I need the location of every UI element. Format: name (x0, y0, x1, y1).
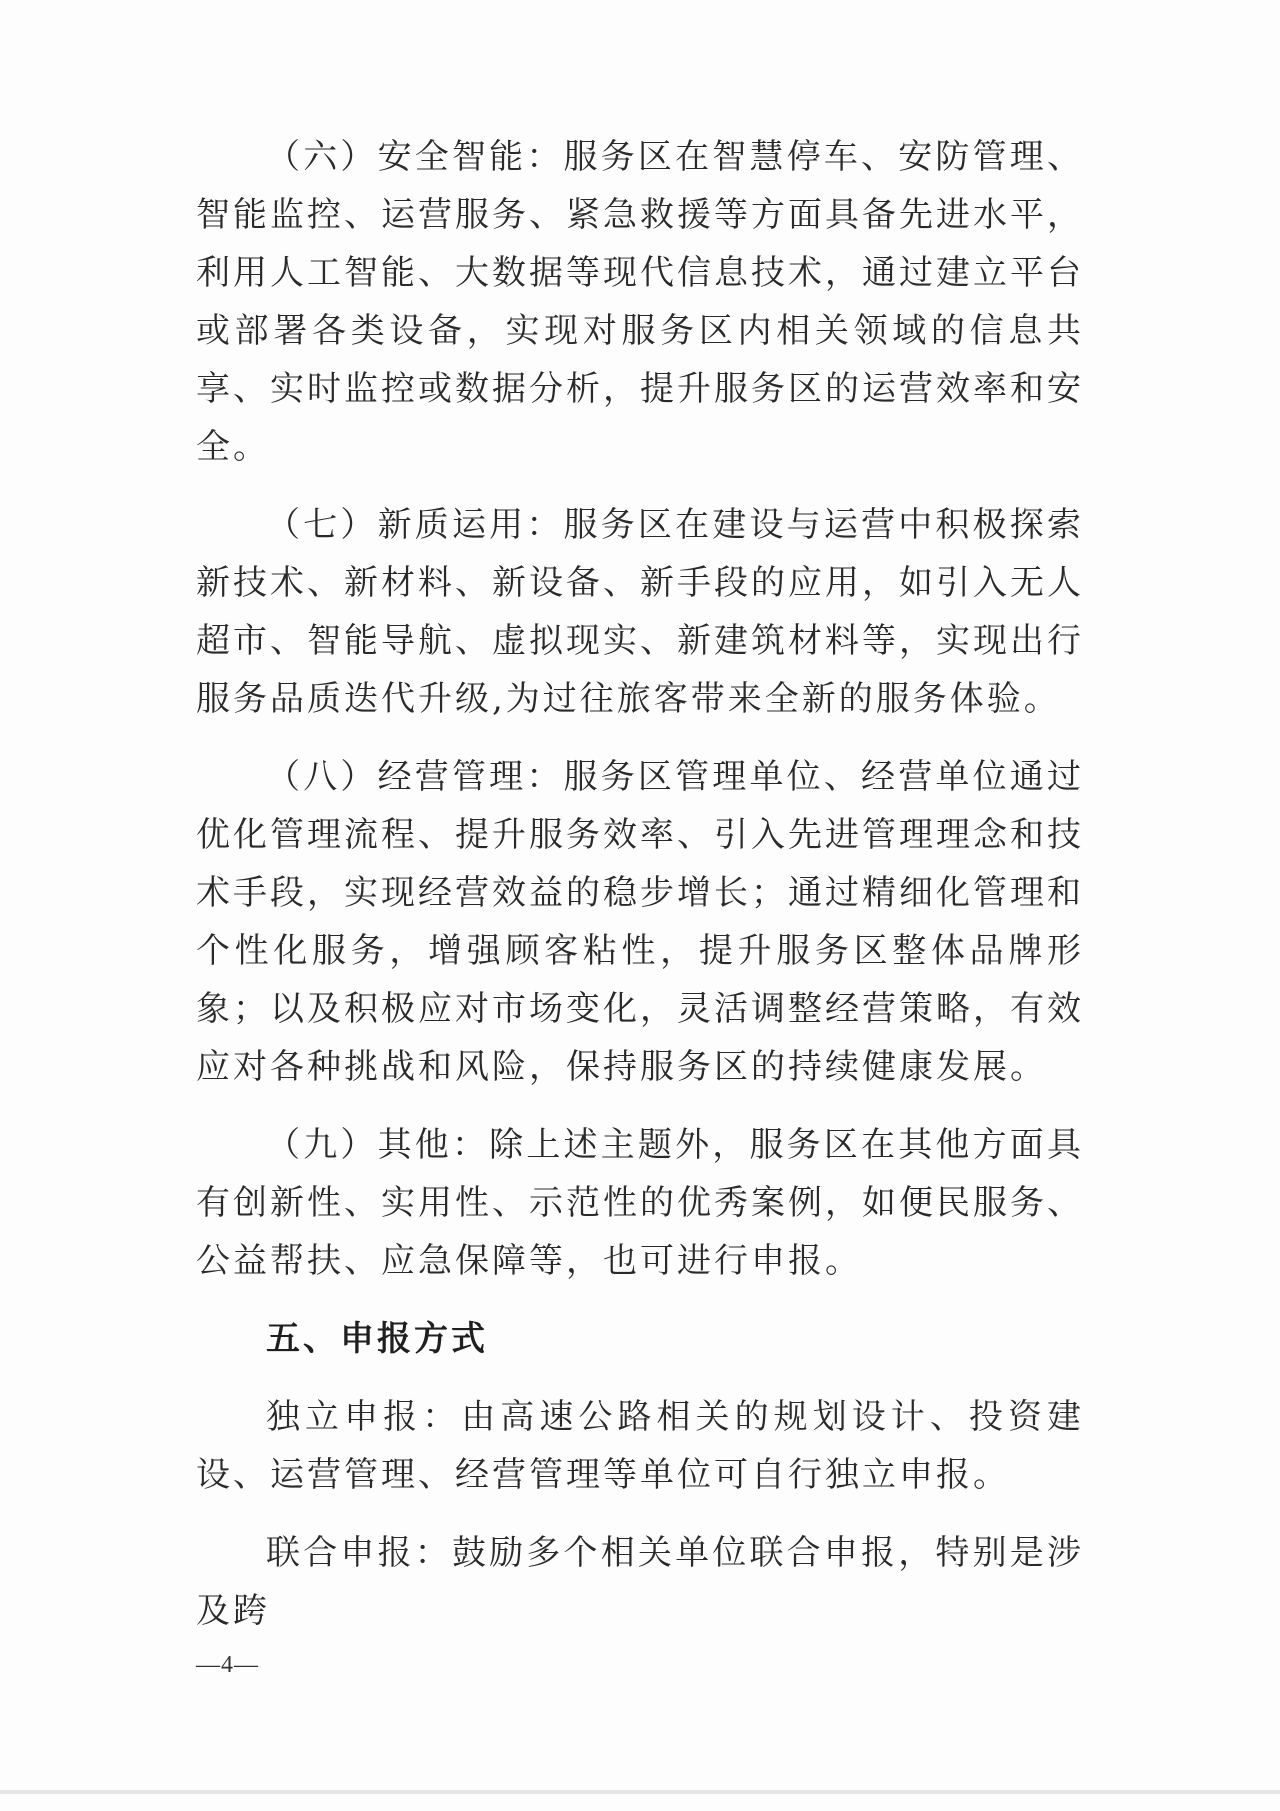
page-bottom-edge (0, 1790, 1280, 1794)
document-body (196, 128, 1084, 1660)
paragraph-safety-intelligence: （六）安全智能：服务区在智慧停车、安防管理、智能监控、运营服务、紧急救援等方面具备先进水平，利用人工智能、大数据等现代信息技术，通过建立平台或部署各类设备，实现对服务区内相关领域的信息共享、实时监控或数据分析，提升服务区的运营效率和安全。 (196, 137, 1084, 467)
paragraph-independent-application: 独立申报：由高速公路相关的规划设计、投资建设、运营管理、经营管理等单位可自行独立申报。 (196, 1397, 1084, 1495)
paragraph-new-quality-application: （七）新质运用：服务区在建设与运营中积极探索新技术、新材料、新设备、新手段的应用，如引入无人超市、智能导航、虚拟现实、新建筑材料等，实现出行服务品质迭代升级,为过往旅客带来全新的服务体验。 (196, 505, 1084, 719)
paragraph-other: （九）其他：除上述主题外，服务区在其他方面具有创新性、实用性、示范性的优秀案例，如便民服务、公益帮扶、应急保障等，也可进行申报。 (196, 1125, 1084, 1281)
section-heading-application-method: 五、申报方式 (266, 1319, 488, 1359)
page-number: —4— (196, 1652, 259, 1678)
paragraph-operation-management: （八）经营管理：服务区管理单位、经营单位通过优化管理流程、提升服务效率、引入先进管理理念和技术手段，实现经营效益的稳步增长；通过精细化管理和个性化服务，增强顾客粘性，提升服务区整体品牌形象；以及积极应对市场变化，灵活调整经营策略，有效应对各种挑战和风险，保持服务区的持续健康发展。 (196, 757, 1084, 1087)
paragraph-joint-application: 联合申报：鼓励多个相关单位联合申报，特别是涉及跨 (196, 1533, 1084, 1631)
